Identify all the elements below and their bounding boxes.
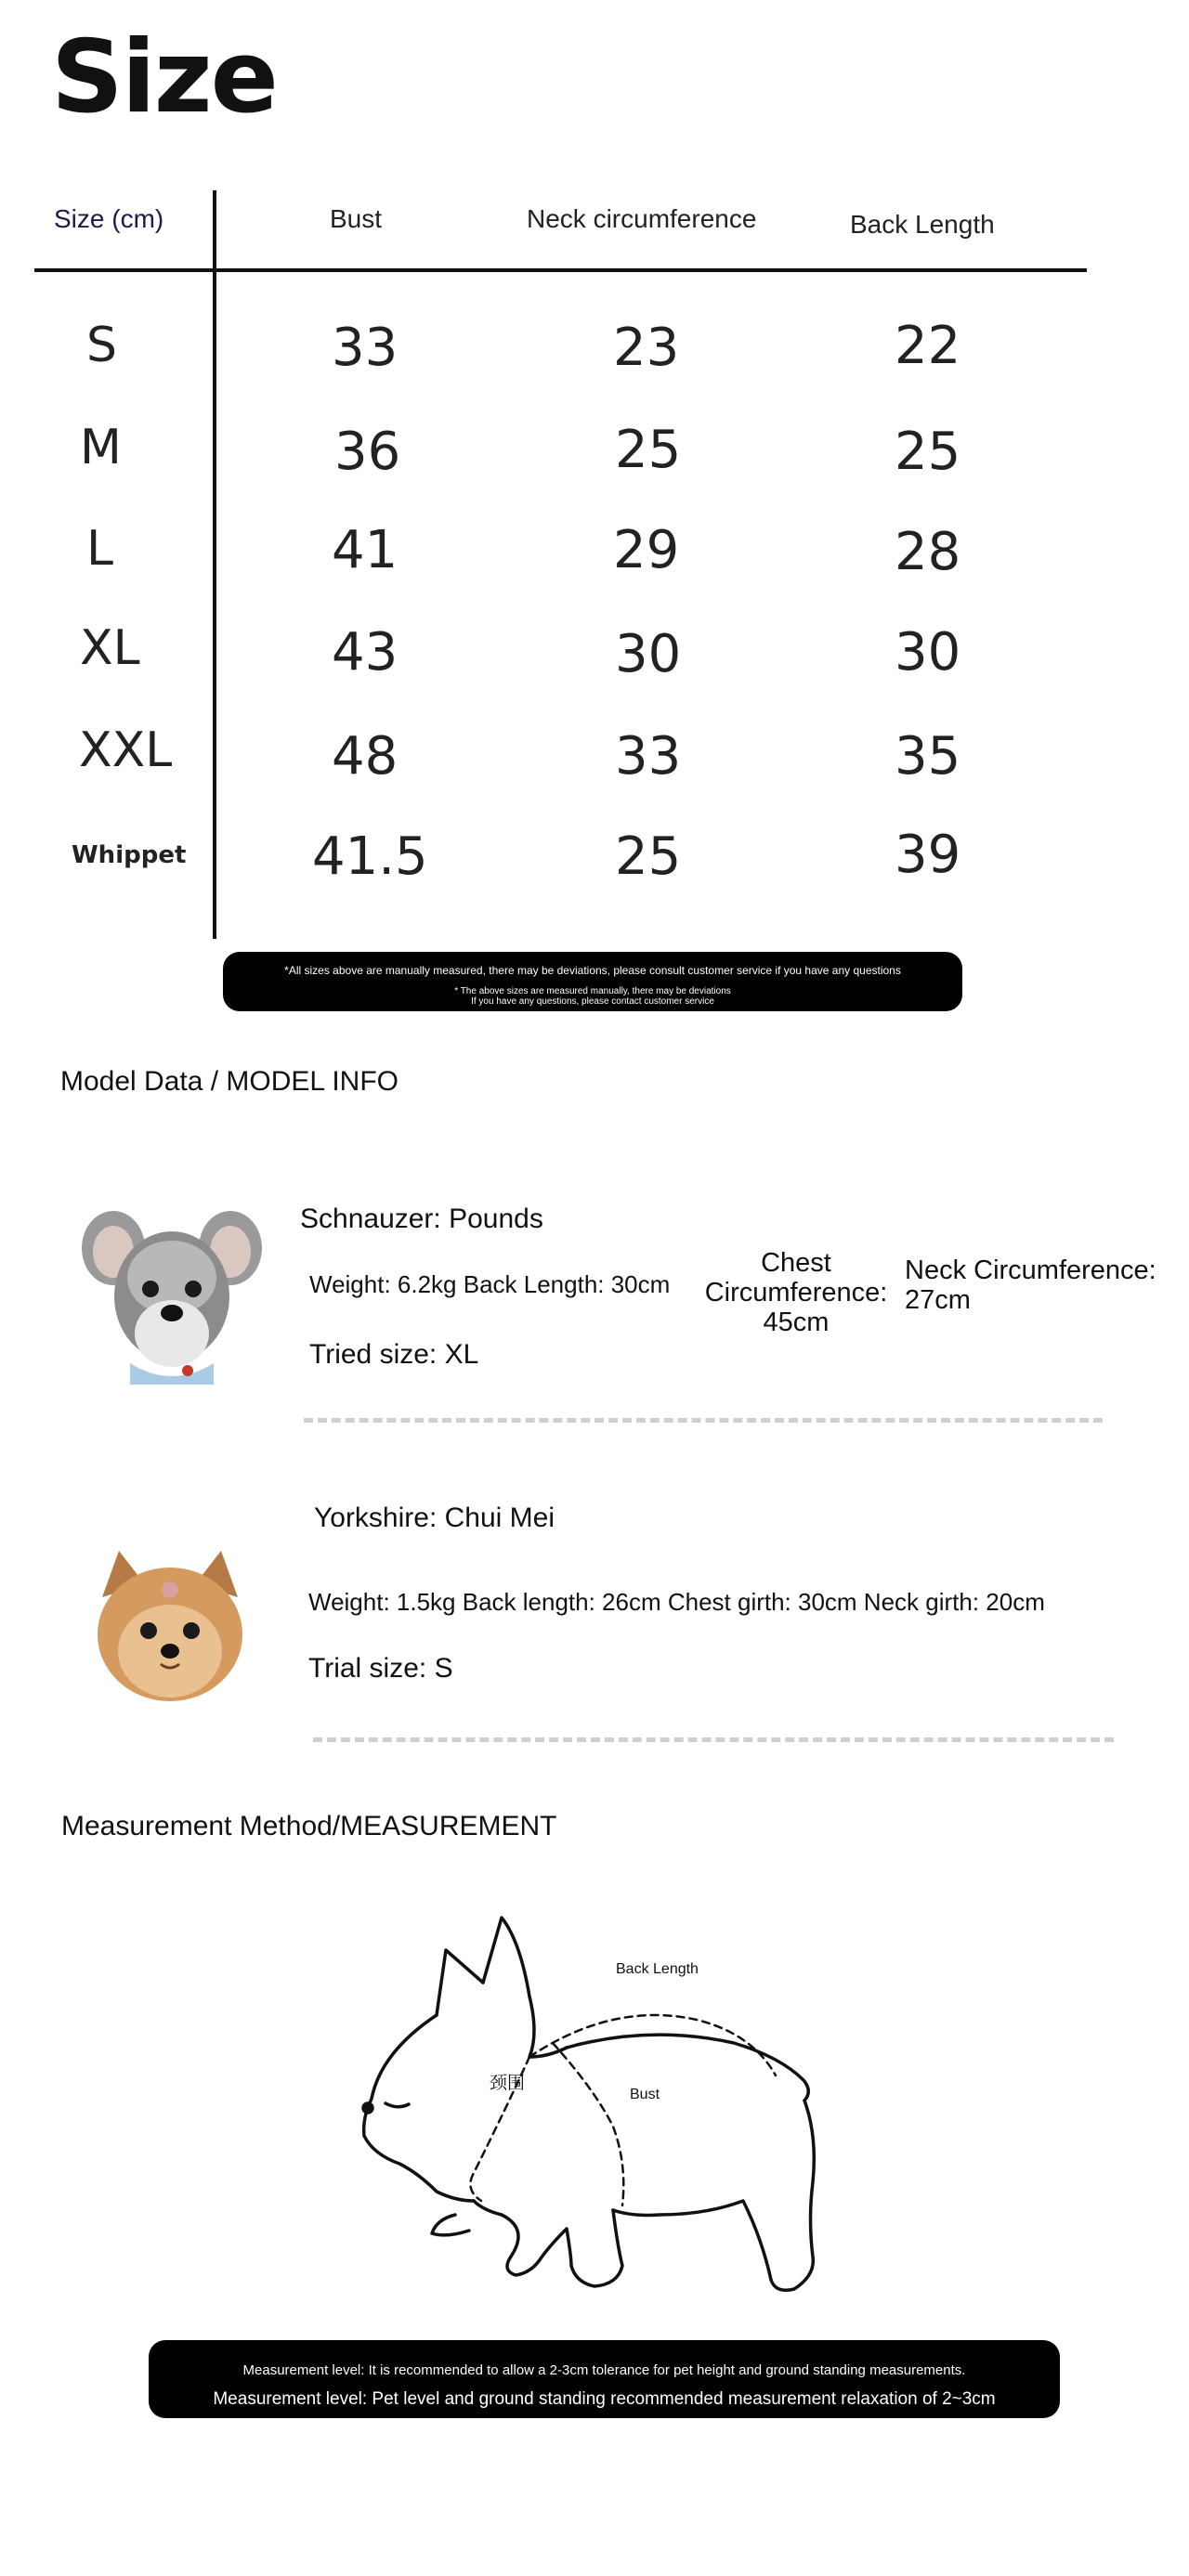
row-whippet-neck: 25 xyxy=(615,826,682,887)
row-xl-bust: 43 xyxy=(332,622,399,683)
dog2-trial-size: Trial size: S xyxy=(308,1653,453,1684)
dog-front-legs xyxy=(474,2201,622,2286)
row-l-bust: 41 xyxy=(332,520,399,580)
dog2-name: Yorkshire: Chui Mei xyxy=(314,1503,555,1533)
label-neck: 颈围 xyxy=(490,2073,526,2093)
dog1-divider xyxy=(304,1418,1103,1423)
size-note-line-1: *All sizes above are manually measured, there may be deviations, please consult customer service if you have any questions xyxy=(284,964,901,977)
schnauzer-photo xyxy=(74,1203,269,1389)
dog1-stats: Weight: 6.2kg Back Length: 30cm xyxy=(309,1270,671,1298)
row-whippet-back: 39 xyxy=(895,825,961,885)
row-size-s: S xyxy=(86,318,118,373)
row-s-neck: 23 xyxy=(613,318,680,378)
dog1-chest-line-2: Circumference: xyxy=(704,1278,888,1308)
dog1-neck xyxy=(905,1255,1156,1315)
row-size-xxl: XXL xyxy=(79,722,173,778)
row-m-neck: 25 xyxy=(615,420,682,480)
row-m-bust: 36 xyxy=(334,422,401,482)
table-header-divider xyxy=(34,268,1087,272)
dog1-chest xyxy=(699,1248,894,1337)
row-s-back: 22 xyxy=(895,316,961,376)
dog1-tried-size: Tried size: XL xyxy=(309,1339,479,1370)
row-size-whippet: Whippet xyxy=(72,841,187,869)
model-section-title: Model Data / MODEL INFO xyxy=(60,1066,399,1097)
measurement-note-line-1: Measurement level: It is recommended to allow a 2-3cm tolerance for pet height and ground standing measurements. xyxy=(242,2362,966,2378)
dog-head-outline xyxy=(364,2015,474,2201)
dog-ear-left xyxy=(437,1950,483,2015)
bust-line xyxy=(553,2043,623,2205)
dog1-chest-line-3: 45cm xyxy=(763,1308,830,1337)
dog-measurement-diagram xyxy=(344,1894,827,2331)
table-vertical-divider xyxy=(213,190,216,939)
row-l-back: 28 xyxy=(895,522,961,582)
row-m-back: 25 xyxy=(895,422,961,482)
dog-ear-right xyxy=(483,1918,529,1997)
label-bust: Bust xyxy=(630,2087,660,2102)
row-xxl-back: 35 xyxy=(895,726,961,787)
header-back-length: Back Length xyxy=(850,210,995,239)
header-bust: Bust xyxy=(330,204,383,233)
measurement-note-line-2: Measurement level: Pet level and ground standing recommended measurement relaxation of 2~3cm xyxy=(213,2389,996,2409)
dog-neck-top xyxy=(529,1997,567,2057)
row-size-xl: XL xyxy=(80,620,140,676)
row-l-neck: 29 xyxy=(613,520,680,580)
yorkshire-photo xyxy=(82,1542,258,1709)
dog2-stats: Weight: 1.5kg Back length: 26cm Chest girth: 30cm Neck girth: 20cm xyxy=(308,1588,1045,1616)
dog1-neck-line-2: 27cm xyxy=(905,1285,971,1315)
header-size: Size (cm) xyxy=(54,204,164,233)
dog-nose xyxy=(363,2103,372,2113)
row-s-bust: 33 xyxy=(332,318,399,378)
dog-eye xyxy=(385,2103,409,2107)
row-size-l: L xyxy=(86,521,113,577)
label-back-length: Back Length xyxy=(616,1961,699,1977)
measurement-section-title: Measurement Method/MEASUREMENT xyxy=(61,1811,557,1841)
dog1-neck-line-1: Neck Circumference: xyxy=(905,1255,1156,1285)
dog-belly xyxy=(613,2201,771,2280)
dog-rear-leg xyxy=(771,2101,814,2290)
dog1-chest-line-1: Chest xyxy=(761,1248,831,1278)
row-xl-neck: 30 xyxy=(615,624,682,684)
dog2-divider xyxy=(313,1737,1114,1742)
dog1-name: Schnauzer: Pounds xyxy=(300,1203,543,1234)
row-xxl-neck: 33 xyxy=(615,726,682,787)
size-note-box xyxy=(223,952,962,1011)
size-note-line-3: If you have any questions, please contact customer service xyxy=(471,996,714,1007)
row-whippet-bust: 41.5 xyxy=(312,826,428,887)
page-title: Size xyxy=(51,20,277,136)
row-size-m: M xyxy=(80,420,122,475)
header-neck: Neck circumference xyxy=(527,204,757,233)
size-note-line-2: * The above sizes are measured manually, there may be deviations xyxy=(454,986,731,996)
dog-front-paw xyxy=(432,2215,469,2235)
row-xl-back: 30 xyxy=(895,622,961,683)
row-xxl-bust: 48 xyxy=(332,726,399,787)
measurement-note-box xyxy=(149,2340,1060,2418)
